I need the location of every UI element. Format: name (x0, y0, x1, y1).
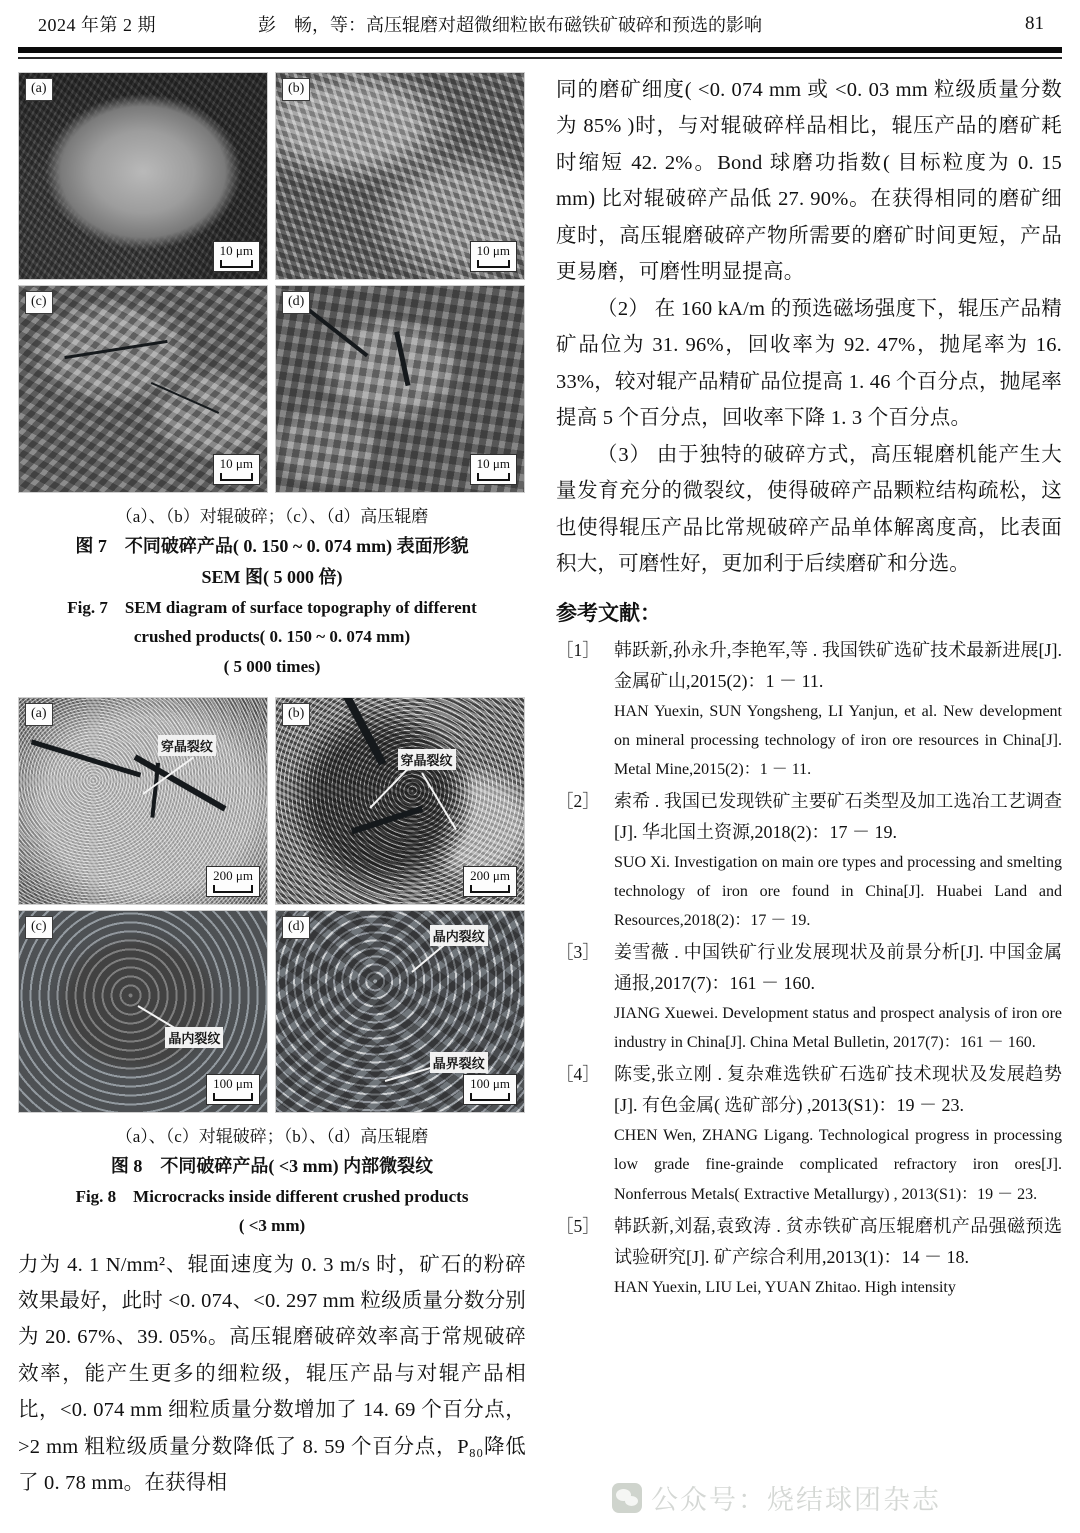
figure-7-en-title-line2: crushed products( 0. 150 ~ 0. 074 mm) (133, 627, 411, 647)
right-column-paragraph-3: （3） 由于独特的破碎方式，高压辊磨机能产生大量发育充分的微裂纹，使得破碎产品颗粒结构疏松，这也使得辊压产品比常规破碎产品单体解离度高，比表面积大，可磨性好，更加利于后续磨矿和分选。 (556, 443, 1062, 576)
figure-8-cn-title: 图 8 不同破碎产品( <3 mm) 内部微裂纹 (110, 1156, 434, 1177)
reference-number: ［4］ (556, 1064, 600, 1085)
annotation-label-intragranular-crack: 晶内裂纹 (430, 925, 488, 946)
scale-bar (470, 454, 517, 485)
panel-label: (d) (282, 291, 310, 314)
figure-7-en-title-line1: Fig. 7 SEM diagram of surface topography of different (67, 598, 477, 618)
reference-number: ［3］ (556, 942, 600, 963)
scale-bar-line (477, 260, 510, 268)
scale-bar-line (213, 1093, 253, 1101)
left-column-body-text: 力为 4. 1 N/mm²、辊面速度为 0. 3 m/s 时，矿石的粉碎效果最好，此时 <0. 074、<0. 297 mm 粒级质量分数分别为 20. 67%、39. 05%。高压辊磨破碎效率高于常规破碎效率，能产生更多的细粒级，辊压产品与对辊产品相比，<0. 074 mm 细粒质量分数增加了 14. 69 个百分点，>2 mm 粗粒级质量分数降低了 8. 59 个百分点，P₈₀降低了 0. 78 mm。在获得相 (18, 1253, 526, 1495)
header-rule-thin (18, 57, 1062, 59)
scale-bar (463, 1074, 517, 1105)
reference-english-text: JIANG Xuewei. Development status and prospect analysis of iron ore industry in China[J]. China Metal Bulletin, 2017(7)：161 － 160. (614, 1005, 1062, 1052)
annotation-label-transgranular-crack: 穿晶裂纹 (158, 735, 216, 756)
panel-label: (a) (25, 703, 53, 726)
figure-7-en-title-line3: ( 5 000 times) (223, 656, 321, 676)
scale-bar-line (220, 473, 253, 481)
reference-chinese-text: 韩跃新,刘磊,袁致涛 . 贫赤铁矿高压辊磨机产品强磁预选试验研究[J]. 矿产综合利用,2013(1)：14 － 18. (614, 1215, 1062, 1267)
running-head-issue: 2024 年第 2 期 (38, 15, 156, 35)
figure-7-panel-d (275, 285, 525, 493)
scale-bar-line (477, 473, 510, 481)
reference-english-text: HAN Yuexin, LIU Lei, YUAN Zhitao. High intensity (614, 1278, 956, 1296)
scale-bar-line (213, 885, 253, 893)
scale-bar (213, 241, 260, 272)
reference-number: ［2］ (556, 791, 600, 812)
panel-label: (a) (25, 78, 53, 101)
scale-bar-line (470, 885, 510, 893)
reference-chinese-text: 姜雪薇 . 中国铁矿行业发展现状及前景分析[J]. 中国金属通报,2017(7)：161 － 160. (614, 942, 1062, 994)
figure-7-cn-title-line1: 图 7 不同破碎产品( 0. 150 ~ 0. 074 mm) 表面形貌 (75, 536, 469, 557)
reference-item-4 (556, 1059, 1062, 1208)
wechat-icon (612, 1483, 642, 1513)
scale-bar-label: 10 μm (476, 456, 510, 472)
panel-label: (b) (282, 703, 310, 726)
right-column (556, 72, 1062, 1304)
figure-8-caption (18, 1122, 526, 1241)
header-rule-thick (18, 47, 1062, 53)
scale-bar (206, 1074, 260, 1105)
figure-8-sub-caption: （a）、（c）对辊破碎；（b）、（d）高压辊磨 (115, 1126, 429, 1146)
scale-bar (206, 866, 260, 897)
watermark-text: 公众号：烧结球团杂志 (651, 1485, 941, 1515)
figure-7-panel-a (18, 72, 268, 280)
running-head-article-title: 彭 畅，等：高压辊磨对超微细粒嵌布磁铁矿破碎和预选的影响 (258, 15, 762, 35)
reference-chinese-text: 韩跃新,孙永升,李艳军,等 . 我国铁矿选矿技术最新进展[J]. 金属矿山,2015(2)：1 － 11. (614, 639, 1062, 691)
reference-item-3 (556, 937, 1062, 1057)
figure-7-panel-c (18, 285, 268, 493)
watermark (612, 1478, 941, 1517)
scale-bar-label: 100 μm (470, 1076, 510, 1092)
reference-number: ［5］ (556, 1215, 600, 1236)
scale-bar (470, 241, 517, 272)
reference-item-1 (556, 635, 1062, 784)
figure-7-caption (18, 502, 526, 681)
scale-bar-label: 200 μm (470, 868, 510, 884)
scale-bar (213, 454, 260, 485)
panel-label: (c) (25, 916, 53, 939)
scale-bar-line (470, 1093, 510, 1101)
annotation-label-intergranular-crack: 晶界裂纹 (430, 1052, 488, 1073)
figure-8-panel-d (275, 910, 525, 1113)
scale-bar-label: 200 μm (213, 868, 253, 884)
reference-item-2 (556, 786, 1062, 935)
page-number: 81 (1025, 13, 1044, 34)
panel-label: (c) (25, 291, 53, 314)
scale-bar-label: 10 μm (219, 243, 253, 259)
reference-item-5 (556, 1211, 1062, 1302)
annotation-label-transgranular-crack: 穿晶裂纹 (398, 749, 456, 770)
figure-7-panel-b (275, 72, 525, 280)
reference-chinese-text: 索希 . 我国已发现铁矿主要矿石类型及加工选冶工艺调查[J]. 华北国土资源,2018(2)：17 － 19. (614, 791, 1062, 842)
scale-bar-line (220, 260, 253, 268)
reference-english-text: CHEN Wen, ZHANG Ligang. Technological progress in processing low grade fine-grainde complicated refractory iron ores[J]. Nonferrous Metals( Extractive Metallurgy) , 2013(S1)：19 － 23. (614, 1127, 1062, 1203)
panel-label: (d) (282, 916, 310, 939)
running-head (0, 0, 1080, 48)
reference-number: ［1］ (556, 639, 600, 660)
figure-7-sub-caption: （a）、（b）对辊破碎；（c）、（d）高压辊磨 (115, 507, 429, 526)
left-column (18, 72, 526, 1502)
reference-chinese-text: 陈雯,张立刚 . 复杂难选铁矿石选矿技术现状及发展趋势[J]. 有色金属( 选矿部分) ,2013(S1)：19 － 23. (614, 1064, 1062, 1116)
reference-english-text: SUO Xi. Investigation on main ore types and processing and smelting technology of iron ore found in China[J]. Huabei Land and Resources,2018(2)：17 － 19. (614, 853, 1062, 930)
figure-8-panel-a (18, 697, 268, 905)
figure-7-image-grid (18, 72, 525, 493)
right-column-paragraph-continued: 同的磨矿细度( <0. 074 mm 或 <0. 03 mm 粒级质量分数为 85% )时，与对辊破碎样品相比，辊压产品的磨矿耗时缩短 42. 2%。Bond 球磨功指数( 目标粒度为 0. 15 mm) 比对辊破碎产品低 27. 90%。在获得相同的磨矿细度时，高压辊磨破碎产物所需要的磨矿时间更短，产品更易磨，可磨性明显提高。 (556, 79, 1062, 284)
reference-english-text: HAN Yuexin, SUN Yongsheng, LI Yanjun, et al. New development on mineral processing technology of iron ore resources in China[J]. Metal Mine,2015(2)：1 － 11. (614, 702, 1062, 778)
scale-bar (463, 866, 517, 897)
panel-label: (b) (282, 78, 310, 101)
references-heading: 参考文献： (556, 601, 661, 625)
figure-8-en-title-line1: Fig. 8 Microcracks inside different crushed products (75, 1187, 469, 1207)
annotation-label-intragranular-crack: 晶内裂纹 (165, 1027, 223, 1048)
scale-bar-label: 100 μm (213, 1076, 253, 1092)
figure-8-en-title-line2: ( <3 mm) (238, 1216, 306, 1236)
figure-8-image-grid (18, 697, 525, 1113)
figure-8-panel-c (18, 910, 268, 1113)
figure-8-panel-b (275, 697, 525, 905)
scale-bar-label: 10 μm (219, 456, 253, 472)
scale-bar-label: 10 μm (476, 243, 510, 259)
right-column-paragraph-2: （2） 在 160 kA/m 的预选磁场强度下，辊压产品精矿品位为 31. 96%，回收率为 92. 47%，抛尾率为 16. 33%，较对辊产品精矿品位提高 1. 46 个百分点，抛尾率提高 5 个百分点，回收率下降 1. 3 个百分点。 (556, 297, 1062, 430)
figure-7-cn-title-line2: SEM 图( 5 000 倍) (201, 567, 343, 588)
